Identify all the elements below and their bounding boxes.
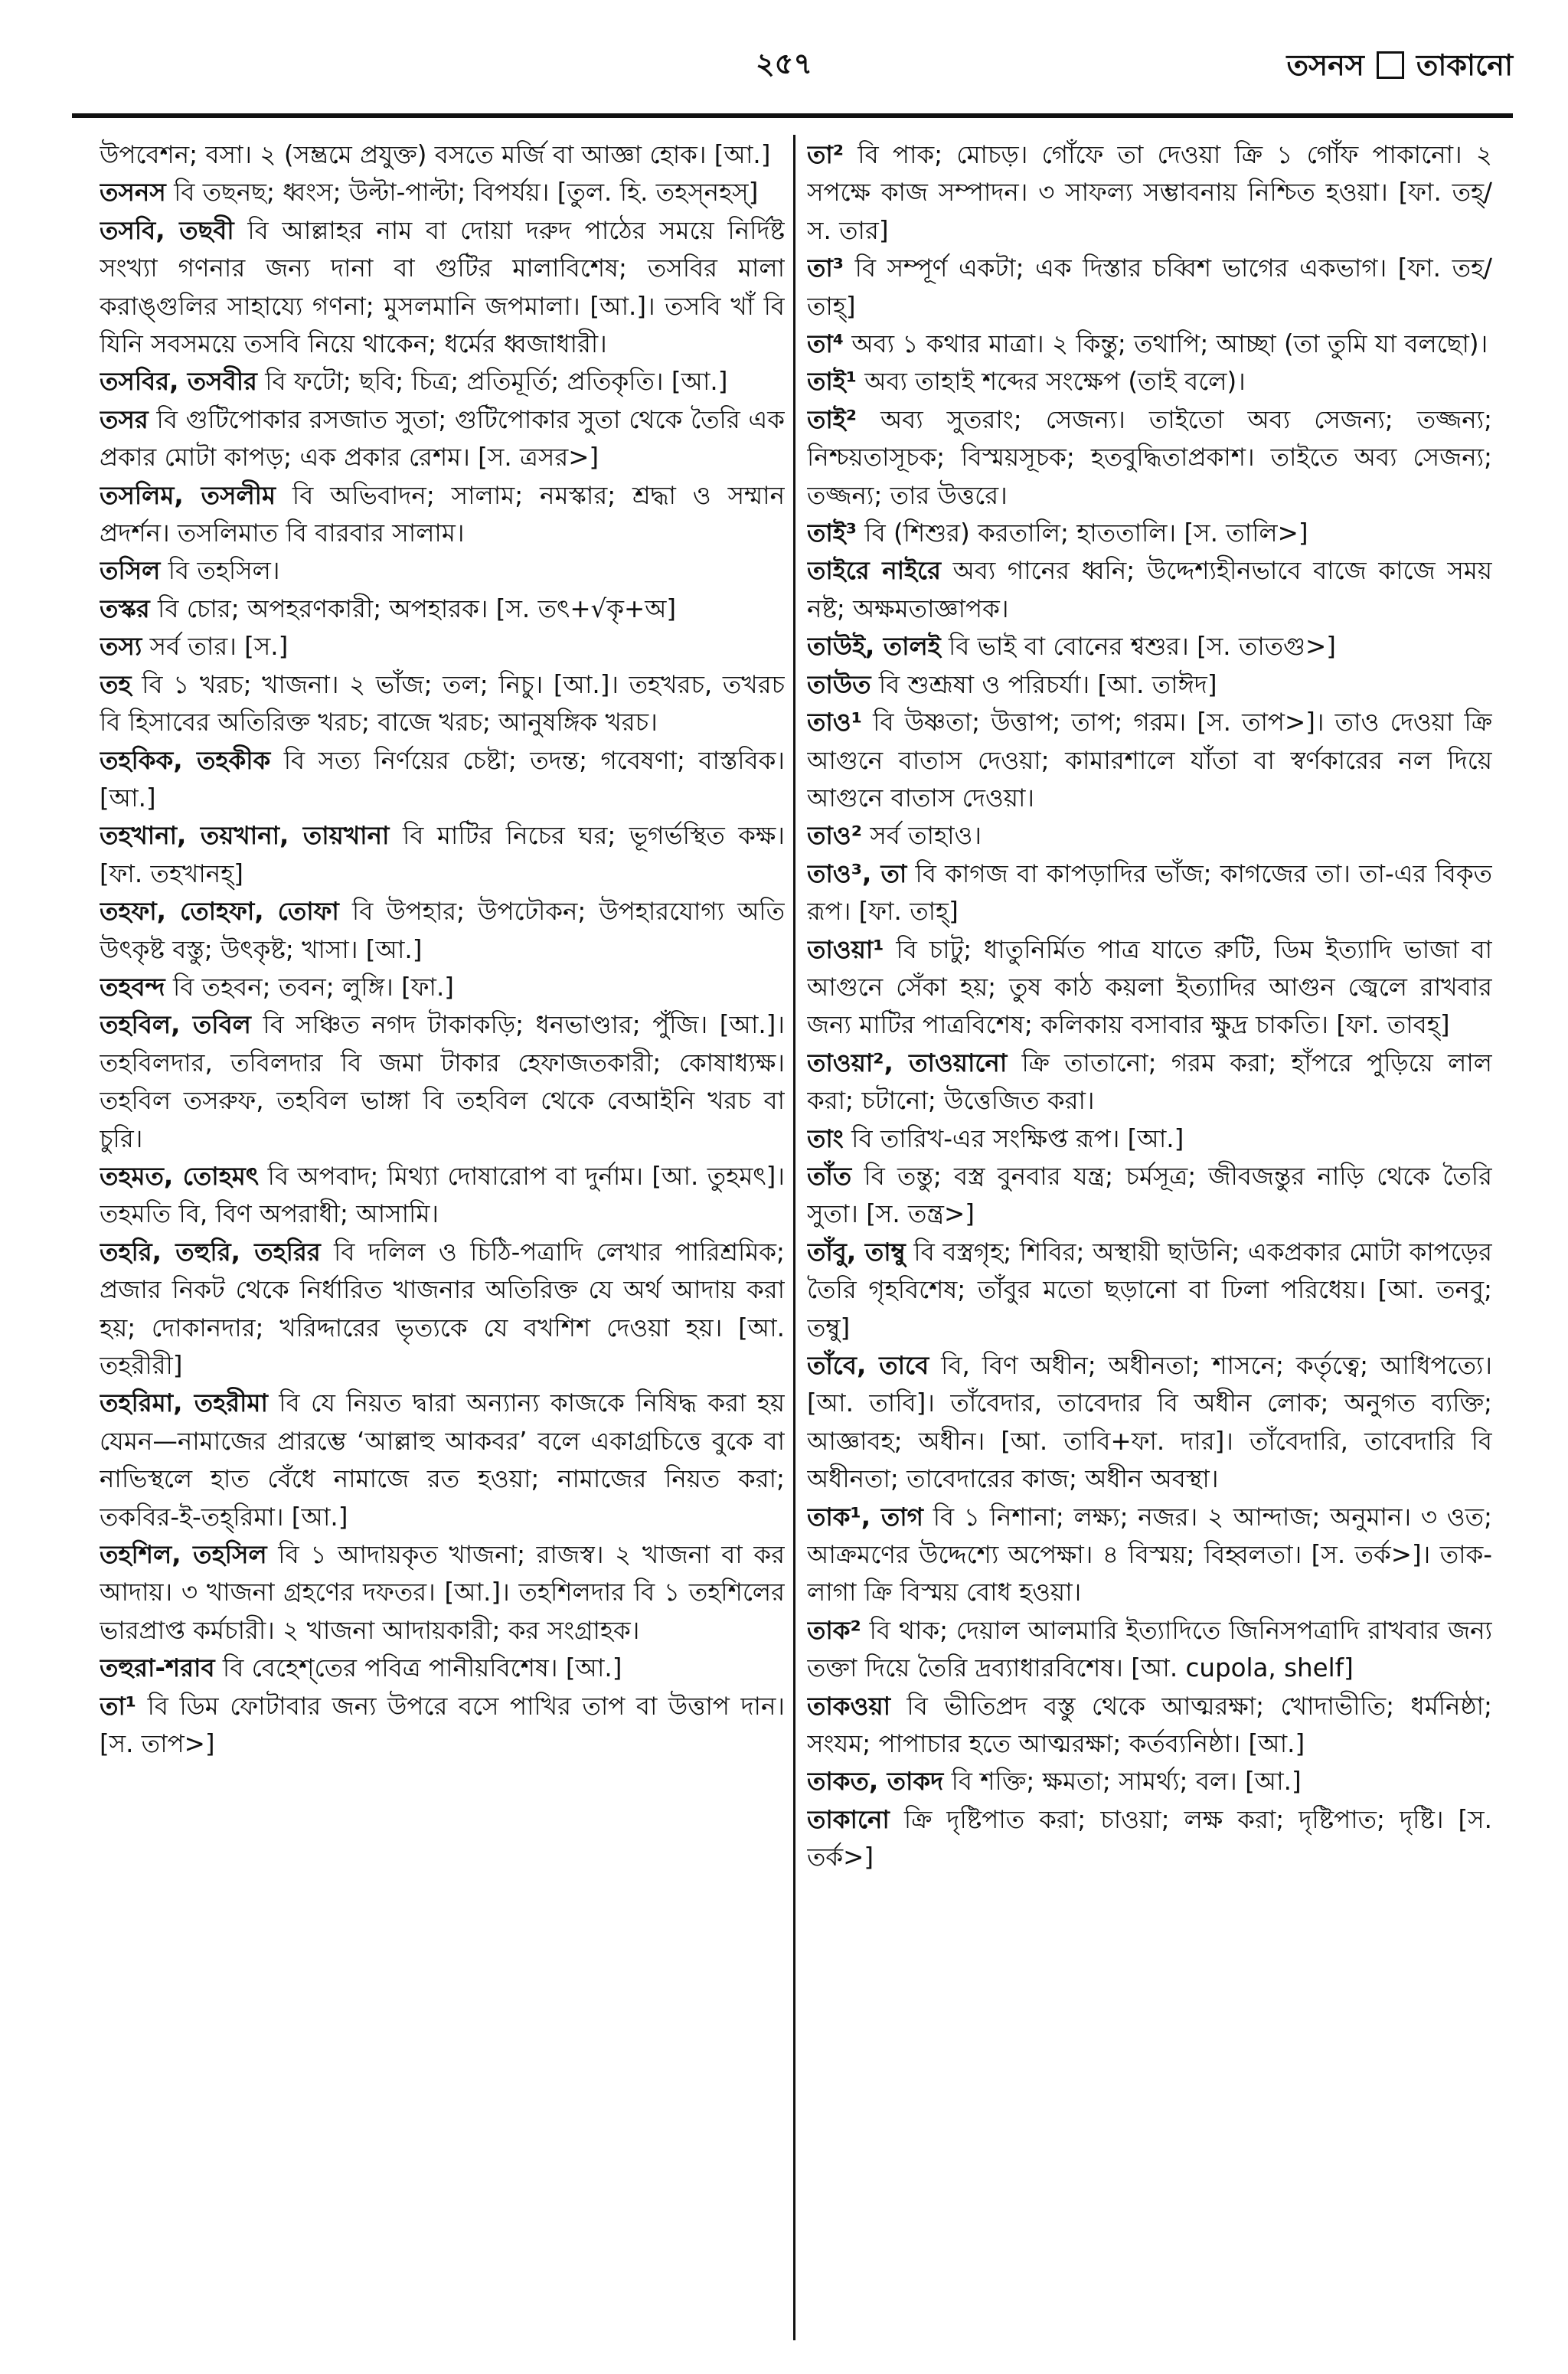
entry-definition: বি ভীতিপ্রদ বস্তু থেকে আত্মরক্ষা; খোদাভীতি; ধর্মনিষ্ঠা; সংযম; পাপাচার হতে আত্মরক্ষা; কর্তব্যনিষ্ঠা। [আ.]	[807, 1691, 1492, 1759]
dictionary-entry	[807, 1763, 1492, 1800]
dictionary-entry	[100, 552, 785, 590]
page-header	[0, 15, 1568, 100]
dictionary-entry	[100, 1650, 785, 1687]
dictionary-entry	[807, 1045, 1492, 1120]
entry-definition: বি যে নিয়ত দ্বারা অন্যান্য কাজকে নিষিদ্ধ করা হয় যেমন—নামাজের প্রারম্ভে ‘আল্লাহু আকবর’ বলে একাগ্রচিত্তে বুকে বা নাভিস্থলে হাত বেঁধে নামাজে রত হওয়া; নামাজের নিয়ত করা; তকবির-ই-তহ্‌রিমা। [আ.]	[100, 1388, 785, 1532]
entry-definition: বি শুশ্রূষা ও পরিচর্যা। [আ. তাঈদ]	[878, 669, 1217, 699]
entry-headword: তাকানো	[807, 1804, 890, 1834]
dictionary-entry	[100, 212, 785, 364]
entry-definition: সর্ব তাহাও।	[870, 821, 982, 851]
dictionary-entry	[100, 1158, 785, 1234]
entry-headword: তসর	[100, 404, 149, 434]
entry-headword: তস্কর	[100, 594, 150, 623]
entry-headword: তহশিল, তহসিল	[100, 1540, 267, 1570]
dictionary-entry	[100, 1536, 785, 1650]
box-separator-icon	[1377, 51, 1404, 79]
entry-definition: বি গুটিপোকার রসজাত সুতা; গুটিপোকার সুতা থেকে তৈরি এক প্রকার মোটা কাপড়; এক প্রকার রেশম। [স. ত্রসর>]	[100, 404, 785, 473]
entry-definition: ক্রি তাতানো; গরম করা; হাঁপরে পুড়িয়ে লাল করা; চটানো; উত্তেজিত করা।	[807, 1048, 1492, 1116]
entry-headword: তসবি, তছবী	[100, 215, 234, 245]
entry-headword: তহখানা, তয়খানা, তায়খানা	[100, 821, 390, 851]
dictionary-entry	[807, 931, 1492, 1045]
dictionary-entry	[807, 1612, 1492, 1688]
dictionary-entry	[807, 250, 1492, 325]
entry-headword: তহবিল, তবিল	[100, 1010, 251, 1040]
entry-definition: বি বস্ত্রগৃহ; শিবির; অস্থায়ী ছাউনি; একপ্রকার মোটা কাপড়ের তৈরি গৃহবিশেষ; তাঁবুর মতো ছড়ানো বা ঢিলা পরিধেয়। [আ. তনবু; তম্বু]	[807, 1237, 1492, 1342]
right-column	[807, 136, 1492, 2342]
entry-definition: অব্য গানের ধ্বনি; উদ্দেশ্যহীনভাবে বাজে কাজে সময় নষ্ট; অক্ষমতাজ্ঞাপক।	[807, 556, 1492, 623]
entry-definition: অব্য ১ কথার মাত্রা। ২ কিন্তু; তথাপি; আচ্ছা (তা তুমি যা বলছো)।	[851, 329, 1488, 359]
dictionary-entry	[100, 742, 785, 818]
entry-headword: তহমত, তোহমৎ	[100, 1161, 260, 1191]
entry-definition: বি শক্তি; ক্ষমতা; সামর্থ্য; বল। [আ.]	[951, 1767, 1302, 1797]
dictionary-entry	[100, 174, 785, 211]
entry-definition: বি মাটির নিচের ঘর; ভূগর্ভস্থিত কক্ষ। [ফা. তহখানহ্‌]	[100, 821, 785, 888]
entry-headword: তা³	[807, 253, 844, 283]
entry-headword: তহরি, তহুরি, তহরির	[100, 1237, 321, 1267]
column-divider	[793, 135, 795, 2340]
header-rule	[72, 113, 1513, 118]
dictionary-entry	[100, 1234, 785, 1385]
entry-definition: বি তন্তু; বস্ত্র বুনবার যন্ত্র; চর্মসূত্র; জীবজন্তুর নাড়ি থেকে তৈরি সুতা। [স. তন্ত্র>]	[807, 1161, 1492, 1229]
entry-definition: বি অপবাদ; মিথ্যা দোষারোপ বা দুর্নাম। [আ. তুহমৎ]। তহমতি বি, বিণ অপরাধী; আসামি।	[100, 1161, 785, 1229]
entry-headword: তাং	[807, 1123, 844, 1153]
entry-headword: তহকিক, তহকীক	[100, 745, 271, 775]
entry-definition: বি তহবন; তবন; লুঙ্গি। [ফা.]	[172, 972, 454, 1002]
entry-headword: তাওয়া², তাওয়ানো	[807, 1048, 1008, 1077]
dictionary-entry	[100, 477, 785, 553]
dictionary-entry	[807, 1120, 1492, 1158]
entry-definition: বি ১ খরচ; খাজনা। ২ ভাঁজ; তল; নিচু। [আ.]। তহখরচ, তখরচ বি হিসাবের অতিরিক্ত খরচ; বাজে খরচ; আনুষঙ্গিক খরচ।	[100, 669, 785, 737]
dictionary-entry	[807, 515, 1492, 552]
entry-headword: তাউই, তালই	[807, 632, 941, 662]
entry-headword: তস্য	[100, 632, 142, 662]
dictionary-entry	[807, 666, 1492, 704]
page-number: ২৫৭	[755, 47, 813, 80]
entry-definition: বি তহসিল।	[168, 556, 280, 586]
entry-definition: বি ফটো; ছবি; চিত্র; প্রতিমূর্তি; প্রতিকৃতি। [আ.]	[265, 367, 728, 397]
dictionary-entry	[807, 1234, 1492, 1347]
entry-headword: তাক¹, তাগ	[807, 1502, 923, 1532]
entry-headword: তাওয়া¹	[807, 934, 884, 964]
entry-headword: তাঁবে, তাবে	[807, 1351, 929, 1380]
entry-definition: বি ১ নিশানা; লক্ষ্য; নজর। ২ আন্দাজ; অনুমান। ৩ ওত; আক্রমণের উদ্দেশ্যে অপেক্ষা। ৪ বিস্ময়; বিহ্বলতা। [স. তর্ক>]। তাক-লাগা ক্রি বিস্ময় বোধ হওয়া।	[807, 1502, 1492, 1607]
entry-definition: বি, বিণ অধীন; অধীনতা; শাসনে; কর্তৃত্বে; আধিপত্যে। [আ. তাবি]। তাঁবেদার, তাবেদার বি অধীন লোক; অনুগত ব্যক্তি; আজ্ঞাবহ; অধীন। [আ. তাবি+ফা. দার]। তাঁবেদারি, তাবেদারি বি অধীনতা; তাবেদারের কাজ; অধীন অবস্থা।	[807, 1351, 1492, 1494]
entry-headword: তহরিমা, তহরীমা	[100, 1388, 268, 1418]
dictionary-entry	[807, 552, 1492, 628]
running-head	[1286, 46, 1513, 84]
dictionary-entry	[100, 628, 785, 665]
dictionary-entry	[100, 1385, 785, 1536]
entry-headword: তাঁত	[807, 1161, 852, 1191]
dictionary-entry	[807, 1688, 1492, 1764]
entry-headword: তাঁবু, তাম্বু	[807, 1237, 906, 1267]
entry-definition: বি বেহেশ্‌তের পবিত্র পানীয়বিশেষ। [আ.]	[222, 1653, 622, 1683]
dictionary-entry	[807, 1347, 1492, 1499]
entry-definition: বি (শিশুর) করতালি; হাততালি। [স. তালি>]	[864, 518, 1308, 548]
entry-headword: তসিল	[100, 556, 161, 586]
entry-definition: বি পাক; মোচড়। গোঁফে তা দেওয়া ক্রি ১ গোঁফ পাকানো। ২ সপক্ষে কাজ সম্পাদন। ৩ সাফল্য সম্ভাবনায় নিশ্চিত হওয়া। [ফা. তহ্‌/স. তার]	[807, 140, 1492, 245]
dictionary-entry	[100, 136, 785, 174]
entry-headword: তাও¹	[807, 708, 862, 737]
dictionary-entry	[100, 1688, 785, 1764]
dictionary-entry	[807, 363, 1492, 401]
entry-headword: তাও²	[807, 821, 862, 851]
dictionary-entry	[807, 817, 1492, 855]
entry-definition: সর্ব তার। [স.]	[149, 632, 289, 662]
entry-definition: অব্য সুতরাং; সেজন্য। তাইতো অব্য সেজন্য; তজ্জন্য; নিশ্চয়তাসূচক; বিস্ময়সূচক; হতবুদ্ধিতাপ্রকাশ। তাইতে অব্য সেজন্য; তজ্জন্য; তার উত্তরে।	[807, 404, 1492, 510]
entry-definition: বি আল্লাহর নাম বা দোয়া দরুদ পাঠের সময়ে নির্দিষ্ট সংখ্যা গণনার জন্য দানা বা গুটির মালাবিশেষ; তসবির মালা করাঙ্গুলির সাহায্যে গণনা; মুসলমানি জপমালা। [আ.]। তসবি খাঁ বি যিনি সবসময়ে তসবি নিয়ে থাকেন; ধর্মের ধ্বজাধারী।	[100, 215, 785, 359]
dictionary-entry	[807, 1499, 1492, 1612]
entry-headword: তহফা, তোহফা, তোফা	[100, 897, 339, 927]
entry-headword: তাকত, তাকদ	[807, 1767, 944, 1797]
dictionary-entry	[807, 1801, 1492, 1877]
dictionary-entry	[100, 401, 785, 477]
dictionary-entry	[100, 590, 785, 628]
entry-headword: তসনস	[100, 178, 166, 208]
entry-headword: তাও³, তা	[807, 858, 907, 888]
entry-definition: উপবেশন; বসা। ২ (সম্ভ্রমে প্রযুক্ত) বসতে মর্জি বা আজ্ঞা হোক। [আ.]	[100, 140, 771, 169]
entry-definition: বি সম্পূর্ণ একটা; এক দিস্তার চব্বিশ ভাগের একভাগ। [ফা. তহ/তাহ্‌]	[807, 253, 1492, 321]
dictionary-entry	[807, 1158, 1492, 1234]
entry-definition: বি সঞ্চিত নগদ টাকাকড়ি; ধনভাণ্ডার; পুঁজি। [আ.]। তহবিলদার, তবিলদার বি জমা টাকার হেফাজতকারী; কোষাধ্যক্ষ। তহবিল তসরুফ, তহবিল ভাঙ্গা বি তহবিল থেকে বেআইনি খরচ বা চুরি।	[100, 1010, 785, 1153]
running-head-start: তসনস	[1286, 48, 1364, 82]
entry-definition: বি ভাই বা বোনের শ্বশুর। [স. তাতগু>]	[948, 632, 1336, 662]
entry-definition: বি দলিল ও চিঠি-পত্রাদি লেখার পারিশ্রমিক; প্রজার নিকট থেকে নির্ধারিত খাজনার অতিরিক্ত যে অর্থ আদায় করা হয়; দোকানদার; খরিদ্দারের ভৃত্যকে যে বখশিশ দেওয়া হয়। [আ. তহরীরী]	[100, 1237, 785, 1380]
entry-definition: বি ডিম ফোটাবার জন্য উপরে বসে পাখির তাপ বা উত্তাপ দান। [স. তাপ>]	[100, 1691, 785, 1759]
dictionary-entry	[100, 893, 785, 969]
entry-headword: তহ	[100, 669, 132, 699]
entry-headword: তাক²	[807, 1615, 861, 1645]
left-column	[100, 136, 785, 2342]
dictionary-entry	[807, 325, 1492, 363]
entry-headword: তা¹	[100, 1691, 137, 1721]
dictionary-entry	[100, 1006, 785, 1158]
entry-headword: তাই²	[807, 404, 857, 434]
entry-definition: বি তছনছ; ধ্বংস; উল্টা-পাল্টা; বিপর্যয়। [তুল. হি. তহস্‌নহস্‌]	[174, 178, 759, 208]
entry-headword: তহবন্দ	[100, 972, 165, 1002]
dictionary-entry	[100, 363, 785, 401]
dictionary-entry	[100, 666, 785, 742]
dictionary-entry	[807, 628, 1492, 665]
entry-headword: তহুরা-শরাব	[100, 1653, 215, 1683]
dictionary-entry	[100, 817, 785, 893]
entry-headword: তাউত	[807, 669, 871, 699]
entry-headword: তসলিম, তসলীম	[100, 480, 276, 510]
entry-definition: ক্রি দৃষ্টিপাত করা; চাওয়া; লক্ষ করা; দৃষ্টিপাত; দৃষ্টি। [স. তর্ক>]	[807, 1804, 1492, 1872]
dictionary-entry	[807, 136, 1492, 250]
entry-definition: বি চোর; অপহরণকারী; অপহারক। [স. তৎ+√কৃ+অ]	[158, 594, 677, 623]
entry-definition: বি সত্য নির্ণয়ের চেষ্টা; তদন্ত; গবেষণা; বাস্তবিক। [আ.]	[100, 745, 785, 813]
dictionary-entry	[807, 401, 1492, 515]
dictionary-entry	[100, 969, 785, 1006]
entry-definition: বি ১ আদায়কৃত খাজনা; রাজস্ব। ২ খাজনা বা কর আদায়। ৩ খাজনা গ্রহণের দফতর। [আ.]। তহশিলদার বি ১ তহশিলের ভারপ্রাপ্ত কর্মচারী। ২ খাজনা আদায়কারী; কর সংগ্রাহক।	[100, 1540, 785, 1645]
entry-definition: বি চাটু; ধাতুনির্মিত পাত্র যাতে রুটি, ডিম ইত্যাদি ভাজা বা আগুনে সেঁকা হয়; তুষ কাঠ কয়লা ইত্যাদির আগুন জ্বেলে রাখবার জন্য মাটির পাত্রবিশেষ; কলিকায় বসাবার ক্ষুদ্র চাকতি। [ফা. তাবহ্‌]	[807, 934, 1492, 1040]
dictionary-entry	[807, 704, 1492, 817]
entry-headword: তা⁴	[807, 329, 844, 359]
entry-headword: তাই¹	[807, 367, 857, 397]
entry-headword: তাকওয়া	[807, 1691, 891, 1721]
entry-definition: বি উষ্ণতা; উত্তাপ; তাপ; গরম। [স. তাপ>]। তাও দেওয়া ক্রি আগুনে বাতাস দেওয়া; কামারশালে যাঁতা বা স্বর্ণকারের নল দিয়ে আগুনে বাতাস দেওয়া।	[807, 708, 1492, 813]
running-head-end: তাকানো	[1416, 48, 1513, 82]
entry-headword: তসবির, তসবীর	[100, 367, 257, 397]
entry-definition: বি অভিবাদন; সালাম; নমস্কার; শ্রদ্ধা ও সম্মান প্রদর্শন। তসলিমাত বি বারবার সালাম।	[100, 480, 785, 548]
entry-headword: তাই³	[807, 518, 857, 548]
entry-headword: তা²	[807, 140, 844, 169]
entry-definition: অব্য তাহাই শব্দের সংক্ষেপ (তাই বলে)।	[864, 367, 1246, 397]
entry-headword: তাইরে নাইরে	[807, 556, 941, 586]
entry-definition: বি উপহার; উপঢৌকন; উপহারযোগ্য অতি উৎকৃষ্ট বস্তু; উৎকৃষ্ট; খাসা। [আ.]	[100, 897, 785, 964]
entry-definition: বি থাক; দেয়াল আলমারি ইত্যাদিতে জিনিসপত্রাদি রাখবার জন্য তক্তা দিয়ে তৈরি দ্রব্যাধারবিশেষ। [আ. cupola, shelf]	[807, 1615, 1492, 1683]
entry-definition: বি তারিখ-এর সংক্ষিপ্ত রূপ। [আ.]	[851, 1123, 1184, 1153]
entry-definition: বি কাগজ বা কাপড়াদির ভাঁজ; কাগজের তা। তা-এর বিকৃত রূপ। [ফা. তাহ্‌]	[807, 858, 1492, 927]
dictionary-entry	[807, 855, 1492, 931]
